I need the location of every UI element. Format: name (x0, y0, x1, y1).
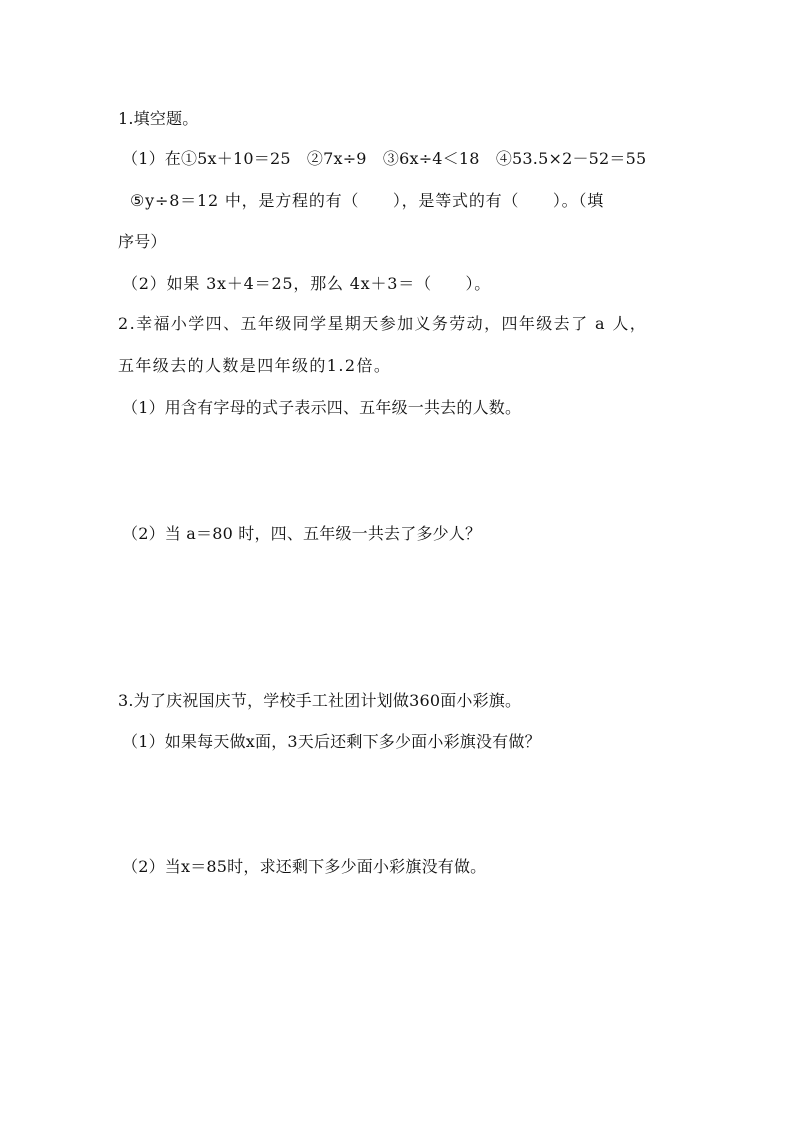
question-3-title: 3.为了庆祝国庆节，学校手工社团计划做360面小彩旗。 (118, 691, 522, 710)
question-2-title-line-1: 2.幸福小学四、五年级同学星期天参加义务劳动，四年级去了 a 人， (118, 314, 648, 333)
question-2-part-2: （2）当 a＝80 时，四、五年级一共去了多少人？ (122, 524, 482, 543)
question-1-part-2: （2）如果 3x＋4＝25，那么 4x＋3＝（ ）。 (122, 274, 492, 293)
question-1-title: 1.填空题。 (118, 109, 199, 128)
question-1-part-1-line-1: （1）在①5x＋10＝25 ②7x÷9 ③6x÷4＜18 ④53.5×2－52＝55 (122, 149, 647, 168)
question-3-part-2: （2）当x＝85时，求还剩下多少面小彩旗没有做。 (122, 857, 487, 876)
question-3-part-1: （1）如果每天做x面，3天后还剩下多少面小彩旗没有做？ (122, 732, 541, 751)
question-2-part-1: （1）用含有字母的式子表示四、五年级一共去的人数。 (122, 398, 522, 417)
question-2-title-line-2: 五年级去的人数是四年级的1.2倍。 (118, 356, 392, 375)
question-1-part-1-line-2: ⑤y÷8＝12 中，是方程的有（ ），是等式的有（ ）。（填 (130, 191, 605, 210)
question-1-part-1-line-3: 序号） (118, 232, 167, 251)
